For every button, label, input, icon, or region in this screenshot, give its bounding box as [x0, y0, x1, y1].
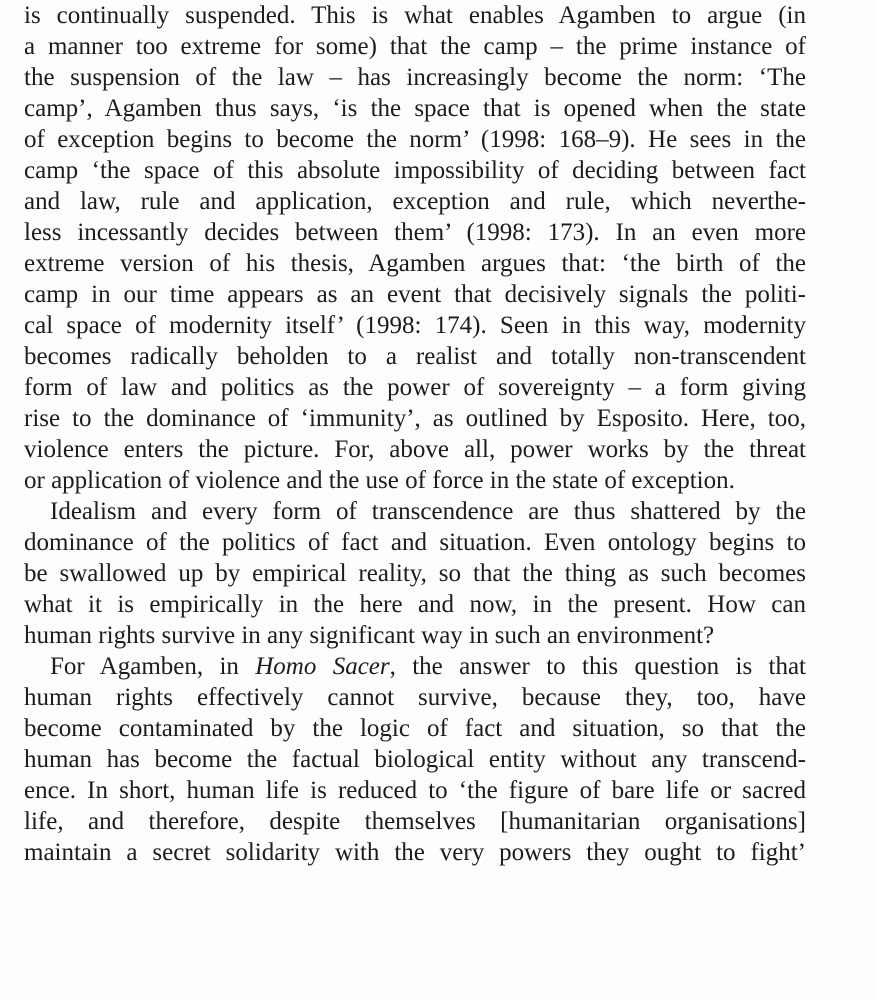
text-line: is continually suspended. This is what enables Agamben to argue (in: [24, 2, 806, 29]
text-line: human rights survive in any significant way in such an environment?: [24, 622, 715, 649]
paragraph-2: [24, 496, 806, 651]
text-line: dominance of the politics of fact and situation. Even ontology begins to: [24, 529, 806, 556]
text-line: cal space of modernity itself’ (1998: 174). Seen in this way, modernity: [24, 312, 806, 339]
paragraph-3: [24, 651, 806, 868]
text-line: camp ‘the space of this absolute impossibility of deciding between fact: [24, 157, 806, 184]
book-title: Homo Sacer: [255, 653, 390, 680]
text-line: human rights effectively cannot survive, because they, too, have: [24, 684, 806, 711]
text-line: a manner too extreme for some) that the camp – the prime instance of: [24, 33, 806, 60]
text-line: rise to the dominance of ‘immunity’, as outlined by Esposito. Here, too,: [24, 405, 806, 432]
body-text: [24, 0, 806, 868]
text-line: become contaminated by the logic of fact and situation, so that the: [24, 715, 806, 742]
text-line: form of law and politics as the power of sovereignty – a form giving: [24, 374, 806, 401]
text-line: and law, rule and application, exception and rule, which neverthe-: [24, 188, 806, 215]
text-line: becomes radically beholden to a realist and totally non-transcendent: [24, 343, 806, 370]
text-line: [24, 651, 806, 682]
text-line: camp’, Agamben thus says, ‘is the space that is opened when the state: [24, 95, 806, 122]
text-line: the suspension of the law – has increasingly become the norm: ‘The: [24, 64, 806, 91]
text-line: be swallowed up by empirical reality, so that the thing as such becomes: [24, 560, 806, 587]
text-line: Idealism and every form of transcendence are thus shattered by the: [50, 498, 806, 525]
text-line: human has become the factual biological entity without any transcend-: [24, 746, 806, 773]
text-line: extreme version of his thesis, Agamben argues that: ‘the birth of the: [24, 250, 806, 277]
text-line: camp in our time appears as an event that decisively signals the politi-: [24, 281, 806, 308]
text-line: life, and therefore, despite themselves [humanitarian organisations]: [24, 808, 806, 835]
text-line: ence. In short, human life is reduced to ‘the figure of bare life or sacred: [24, 777, 806, 804]
text-line: maintain a secret solidarity with the very powers they ought to fight’: [24, 839, 806, 866]
text-line: or application of violence and the use of force in the state of exception.: [24, 467, 735, 494]
text-line: violence enters the picture. For, above all, power works by the threat: [24, 436, 806, 463]
text-line: what it is empirically in the here and now, in the present. How can: [24, 591, 806, 618]
paragraph-1: [24, 0, 806, 496]
text-line: less incessantly decides between them’ (1998: 173). In an even more: [24, 219, 806, 246]
text-run: For Agamben, in: [50, 653, 256, 680]
text-line: of exception begins to become the norm’ (1998: 168–9). He sees in the: [24, 126, 806, 153]
text-run: , the answer to this question is that: [389, 653, 807, 680]
